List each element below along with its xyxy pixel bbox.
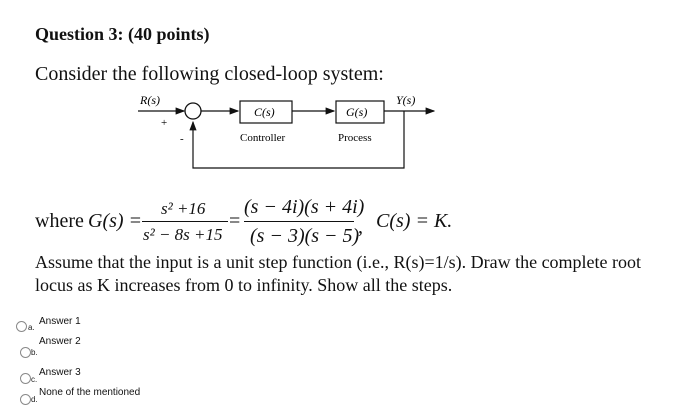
equation-comma: , bbox=[358, 216, 363, 238]
process-block-label: G(s) bbox=[346, 105, 368, 119]
input-label: R(s) bbox=[140, 93, 160, 107]
fraction1-numerator: s² +16 bbox=[161, 199, 206, 218]
g-of-s-lhs: G(s) = bbox=[88, 210, 143, 232]
fraction1-denominator: s² − 8s +15 bbox=[143, 225, 223, 244]
fraction2-numerator: (s − 4i)(s + 4i) bbox=[244, 196, 365, 218]
option-label-c[interactable]: Answer 3 bbox=[39, 367, 81, 378]
where-label: where bbox=[35, 210, 84, 232]
fraction2-denominator: (s − 3)(s − 5) bbox=[250, 225, 360, 247]
controller-block-label: C(s) bbox=[254, 105, 275, 119]
c-of-s-definition: C(s) = K. bbox=[376, 210, 453, 232]
summing-junction bbox=[185, 103, 201, 119]
plus-sign: + bbox=[161, 117, 168, 129]
process-caption: Process bbox=[338, 132, 372, 144]
question-intro: Consider the following closed-loop system: bbox=[35, 63, 384, 85]
minus-sign: - bbox=[180, 133, 184, 145]
fraction1-bar bbox=[142, 221, 228, 222]
radio-a[interactable] bbox=[16, 321, 27, 332]
output-label: Y(s) bbox=[396, 93, 416, 107]
option-letter-b: b. bbox=[31, 348, 38, 357]
option-label-b[interactable]: Answer 2 bbox=[39, 336, 81, 347]
option-letter-c: c. bbox=[31, 375, 38, 384]
option-letter-a: a. bbox=[28, 323, 35, 332]
option-label-d[interactable]: None of the mentioned bbox=[39, 387, 141, 398]
question-instructions: Assume that the input is a unit step function (i.e., R(s)=1/s). Draw the complete root locus as K increases from 0 to infinity. Show all the steps. bbox=[35, 252, 642, 295]
equals-sign: = bbox=[229, 210, 241, 232]
controller-caption: Controller bbox=[240, 132, 286, 144]
fraction2-bar bbox=[244, 221, 354, 222]
option-label-a[interactable]: Answer 1 bbox=[39, 316, 81, 327]
radio-d[interactable] bbox=[20, 394, 31, 405]
option-letter-d: d. bbox=[31, 395, 38, 404]
radio-b[interactable] bbox=[20, 347, 31, 358]
question-title: Question 3: (40 points) bbox=[35, 24, 210, 44]
radio-c[interactable] bbox=[20, 373, 31, 384]
